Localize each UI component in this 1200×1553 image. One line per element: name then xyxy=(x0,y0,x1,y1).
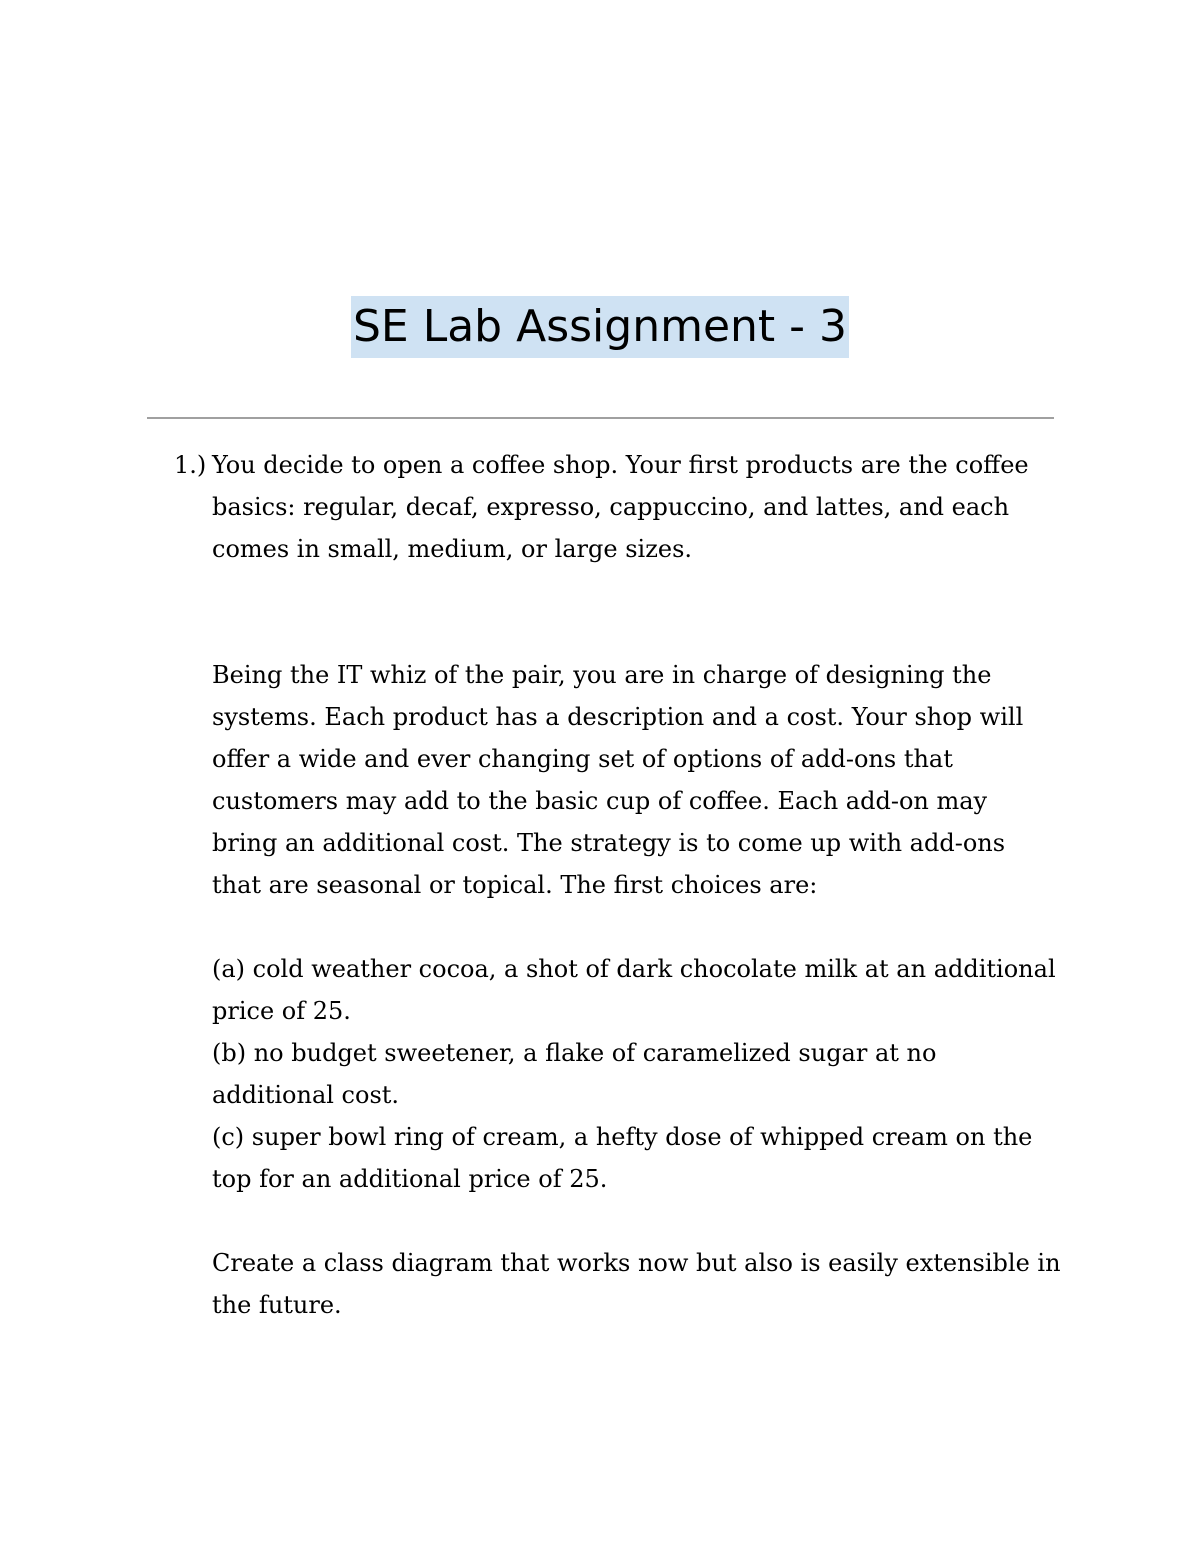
question-intro xyxy=(212,444,1062,570)
option-a-line: (a) cold weather cocoa, a shot of dark chocolate milk at an additional xyxy=(212,955,1056,983)
text-line: the future. xyxy=(212,1291,342,1319)
document-title: SE Lab Assignment - 3 xyxy=(351,296,849,358)
title-divider xyxy=(147,417,1054,419)
text-line: Create a class diagram that works now but also is easily extensible in xyxy=(212,1249,1061,1277)
question-item xyxy=(147,444,1062,1326)
option-b-line: (b) no budget sweetener, a flake of caramelized sugar at no xyxy=(212,1039,937,1067)
add-on-options xyxy=(212,948,1062,1200)
option-b-line: additional cost. xyxy=(212,1081,400,1109)
document-body xyxy=(147,444,1062,1326)
text-line: customers may add to the basic cup of coffee. Each add-on may xyxy=(212,787,988,815)
question-number: 1.) xyxy=(174,451,207,479)
title-container xyxy=(0,296,1200,358)
text-line: basics: regular, decaf, expresso, cappuccino, and lattes, and each xyxy=(212,493,1010,521)
systems-paragraph xyxy=(212,654,1062,906)
text-line: offer a wide and ever changing set of options of add-ons that xyxy=(212,745,953,773)
task-paragraph xyxy=(212,1242,1062,1326)
text-line: Being the IT whiz of the pair, you are in charge of designing the xyxy=(212,661,992,689)
option-c-line: top for an additional price of 25. xyxy=(212,1165,608,1193)
text-line: You decide to open a coffee shop. Your first products are the coffee xyxy=(212,451,1029,479)
option-a-line: price of 25. xyxy=(212,997,351,1025)
option-c-line: (c) super bowl ring of cream, a hefty dose of whipped cream on the xyxy=(212,1123,1033,1151)
text-line: systems. Each product has a description and a cost. Your shop will xyxy=(212,703,1024,731)
text-line: that are seasonal or topical. The first choices are: xyxy=(212,871,818,899)
text-line: comes in small, medium, or large sizes. xyxy=(212,535,693,563)
text-line: bring an additional cost. The strategy is to come up with add-ons xyxy=(212,829,1006,857)
